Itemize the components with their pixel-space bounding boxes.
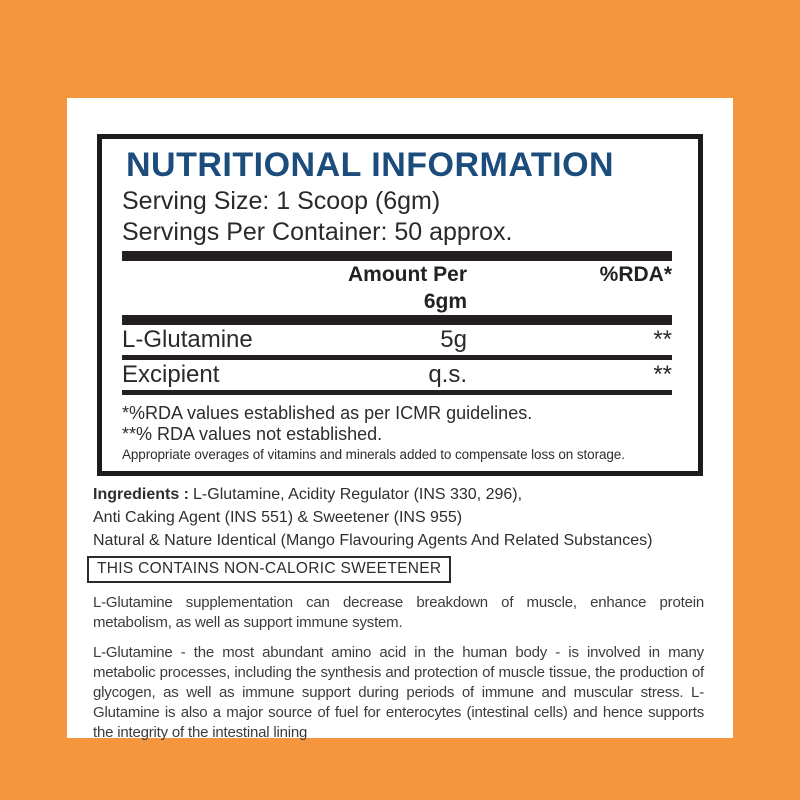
nutrition-title: NUTRITIONAL INFORMATION <box>126 146 615 184</box>
nutrition-facts-box <box>97 134 703 476</box>
column-header-amount: Amount Per 6gm <box>347 263 467 313</box>
servings-per-container: Servings Per Container: 50 approx. <box>122 218 513 246</box>
serving-size: Serving Size: 1 Scoop (6gm) <box>122 187 441 215</box>
ingredients-text-1: L-Glutamine, Acidity Regulator (INS 330, 296), <box>193 486 523 503</box>
divider-double-rule <box>122 355 672 360</box>
description-paragraph-1: L-Glutamine supplementation can decrease breakdown of muscle, enhance protein metabolism, as well as support immune system. <box>93 594 704 631</box>
label-panel <box>67 98 733 741</box>
nutrient-rda: ** <box>653 361 672 388</box>
nutrient-name: Excipient <box>122 361 220 388</box>
divider-bar-header <box>122 315 672 325</box>
nutrient-name: L-Glutamine <box>122 326 253 353</box>
ingredients-line-1 <box>93 483 733 506</box>
footnote-overages: Appropriate overages of vitamins and minerals added to compensate loss on storage. <box>122 447 625 462</box>
footnote-rda-established: *%RDA values established as per ICMR guidelines. <box>122 403 533 423</box>
sweetener-notice: THIS CONTAINS NON-CALORIC SWEETENER <box>87 556 451 583</box>
nutrient-amount: q.s. <box>428 361 467 388</box>
ingredients-label: Ingredients : <box>93 486 190 503</box>
divider-bar-bottom <box>122 390 672 395</box>
footnote-rda-not-established: **% RDA values not established. <box>122 424 383 444</box>
table-row-excipient <box>102 361 698 389</box>
description-paragraph-2: L-Glutamine - the most abundant amino acid in the human body - is involved in many metabolic processes, including the synthesis and protection of muscle tissue, the production of glycogen, as well as immune support during periods of immune and muscular stress. L-Glutamine is also a major source of fuel for enterocytes (intestinal cells) and hence supports the integrity of the intestinal lining <box>93 644 704 741</box>
table-row-l-glutamine <box>102 326 698 354</box>
divider-bar-top <box>122 251 672 261</box>
ingredients-line-3: Natural & Nature Identical (Mango Flavouring Agents And Related Substances) <box>93 532 653 549</box>
footnotes <box>122 403 672 464</box>
ingredients-line-2: Anti Caking Agent (INS 551) & Sweetener (INS 955) <box>93 509 463 526</box>
table-header-row <box>102 261 698 315</box>
column-header-rda: %RDA* <box>599 263 672 286</box>
nutrient-amount: 5g <box>440 326 467 353</box>
nutrient-rda: ** <box>653 326 672 353</box>
ingredients-section <box>93 483 733 552</box>
